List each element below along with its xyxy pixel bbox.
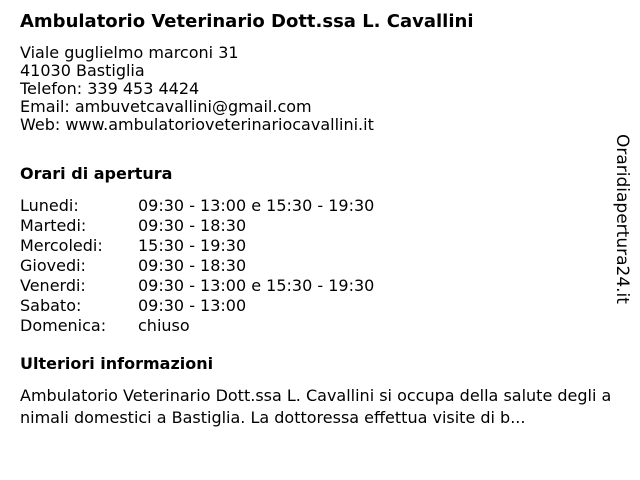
hours-value: 09:30 - 13:00 — [138, 296, 247, 315]
address-block — [20, 44, 620, 134]
web-line[interactable]: Web: www.ambulatorioveterinariocavallini.it — [20, 115, 374, 134]
hours-value: 09:30 - 18:30 — [138, 216, 247, 235]
page-title: Ambulatorio Veterinario Dott.ssa L. Cavallini — [20, 11, 474, 32]
hours-row-wednesday — [20, 236, 374, 256]
hours-row-monday — [20, 196, 374, 216]
phone-line[interactable]: Telefon: 339 453 4424 — [20, 79, 200, 98]
hours-value: 15:30 - 19:30 — [138, 236, 247, 255]
hours-value: 09:30 - 13:00 e 15:30 - 19:30 — [138, 196, 375, 215]
hours-value: chiuso — [138, 316, 190, 335]
hours-row-thursday — [20, 256, 374, 276]
email-line[interactable]: Email: ambuvetcavallini@gmail.com — [20, 97, 312, 116]
side-brand-label: Oraridiapertura24.it — [612, 134, 632, 304]
street-address: Viale guglielmo marconi 31 — [20, 43, 239, 62]
page-content — [20, 10, 620, 427]
day-label: Lunedi: — [20, 196, 79, 215]
day-label: Giovedi: — [20, 256, 86, 275]
hours-value: 09:30 - 13:00 e 15:30 - 19:30 — [138, 276, 375, 295]
day-label: Mercoledi: — [20, 236, 103, 255]
opening-hours-table — [20, 196, 374, 336]
day-label: Domenica: — [20, 316, 107, 335]
hours-row-friday — [20, 276, 374, 296]
hours-value: 09:30 - 18:30 — [138, 256, 247, 275]
more-info-heading: Ulteriori informazioni — [20, 354, 214, 373]
hours-row-tuesday — [20, 216, 374, 236]
day-label: Martedi: — [20, 216, 87, 235]
opening-hours-heading: Orari di apertura — [20, 164, 173, 183]
city-address: 41030 Bastiglia — [20, 61, 145, 80]
day-label: Venerdi: — [20, 276, 86, 295]
hours-row-saturday — [20, 296, 374, 316]
day-label: Sabato: — [20, 296, 82, 315]
hours-row-sunday — [20, 316, 374, 336]
more-info-text: Ambulatorio Veterinario Dott.ssa L. Cavallini si occupa della salute degli animali domestici a Bastiglia. La dottoressa effettua visite di b... — [20, 386, 612, 427]
